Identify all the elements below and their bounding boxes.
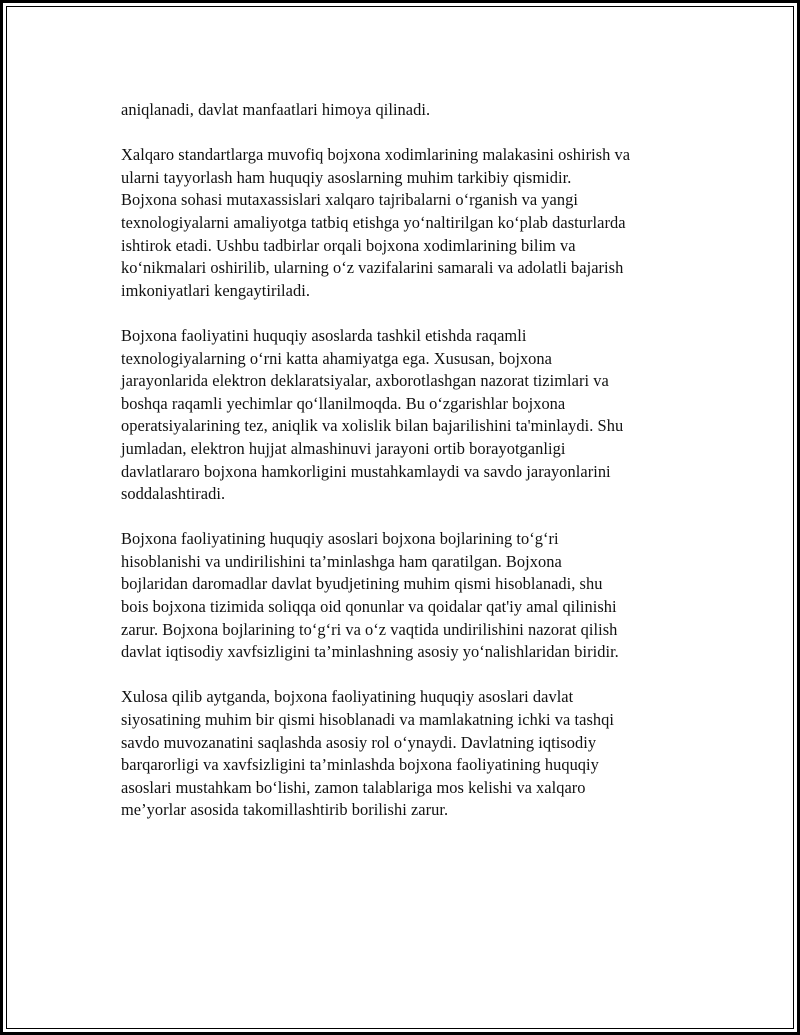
- text-line: Xalqaro standartlarga muvofiq bojxona xodimlarining malakasini oshirish va: [121, 145, 631, 165]
- text-line: savdo muvozanatini saqlashda asosiy rol o‘ynaydi. Davlatning iqtisodiy: [121, 732, 597, 752]
- text-line: aniqlanadi, davlat manfaatlari himoya qilinadi.: [121, 100, 431, 119]
- text-line: Bojxona faoliyatini huquqiy asoslarda tashkil etishda raqamli: [121, 325, 527, 345]
- text-line: siyosatining muhim bir qismi hisoblanadi va mamlakatning ichki va tashqi: [121, 710, 614, 730]
- paragraph-1: [121, 99, 701, 122]
- text-line: ko‘nikmalari oshirilib, ularning o‘z vazifalarini samarali va adolatli bajarish: [121, 258, 624, 278]
- text-line: imkoniyatlari kengaytiriladi.: [121, 280, 310, 300]
- text-line: zarur. Bojxona bojlarining to‘g‘ri va o‘z vaqtida undirilishini nazorat qilish: [121, 619, 618, 639]
- document-body: [121, 99, 701, 845]
- text-line: jumladan, elektron hujjat almashinuvi jarayoni ortib borayotganligi: [121, 438, 566, 458]
- text-line: hisoblanishi va undirilishini ta’minlashga ham qaratilgan. Bojxona: [121, 551, 562, 571]
- paragraph-5: [121, 686, 701, 822]
- text-line: ularni tayyorlash ham huquqiy asoslarning muhim tarkibiy qismidir.: [121, 167, 572, 187]
- text-line: Bojxona faoliyatining huquqiy asoslari bojxona bojlarining to‘g‘ri: [121, 529, 559, 549]
- text-line: barqarorligi va xavfsizligini ta’minlashda bojxona faoliyatining huquqiy: [121, 755, 599, 775]
- text-line: texnologiyalarni amaliyotga tatbiq etishga yo‘naltirilgan ko‘plab dasturlarda: [121, 212, 626, 232]
- text-line: davlat iqtisodiy xavfsizligini ta’minlashning asosiy yo‘nalishlaridan biridir.: [121, 642, 619, 662]
- text-line: asoslari mustahkam bo‘lishi, zamon talablariga mos kelishi va xalqaro: [121, 777, 586, 797]
- text-line: boshqa raqamli yechimlar qo‘llanilmoqda. Bu o‘zgarishlar bojxona: [121, 393, 566, 413]
- text-line: Xulosa qilib aytganda, bojxona faoliyatining huquqiy asoslari davlat: [121, 687, 574, 707]
- text-line: Bojxona sohasi mutaxassislari xalqaro tajribalarni o‘rganish va yangi: [121, 190, 578, 210]
- text-line: ishtirok etadi. Ushbu tadbirlar orqali bojxona xodimlarining bilim va: [121, 235, 576, 255]
- text-line: bojlaridan daromadlar davlat byudjetining muhim qismi hisoblanadi, shu: [121, 574, 603, 594]
- text-line: bois bojxona tizimida soliqqa oid qonunlar va qoidalar qat'iy amal qilinishi: [121, 597, 617, 617]
- text-line: texnologiyalarning o‘rni katta ahamiyatga ega. Xususan, bojxona: [121, 348, 553, 368]
- text-line: me’yorlar asosida takomillashtirib borilishi zarur.: [121, 800, 449, 820]
- text-line: jarayonlarida elektron deklaratsiyalar, axborotlashgan nazorat tizimlari va: [121, 371, 609, 391]
- text-line: operatsiyalarining tez, aniqlik va xolislik bilan bajarilishini ta'minlaydi. Shu: [121, 416, 624, 436]
- paragraph-2: [121, 144, 701, 302]
- text-line: davlatlararo bojxona hamkorligini mustahkamlaydi va savdo jarayonlarini: [121, 461, 611, 481]
- paragraph-4: [121, 528, 701, 664]
- paragraph-3: [121, 325, 701, 506]
- text-line: soddalashtiradi.: [121, 484, 226, 504]
